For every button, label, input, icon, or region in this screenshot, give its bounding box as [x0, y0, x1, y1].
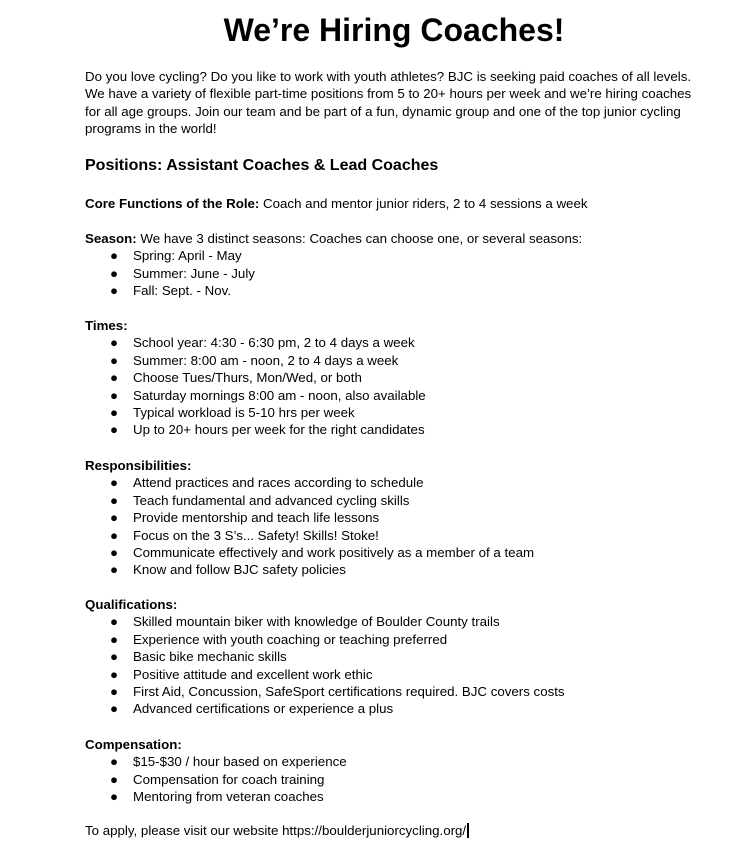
list-item-text: $15-$30 / hour based on experience: [133, 754, 347, 770]
list-item: [85, 683, 705, 700]
list-item-text: Skilled mountain biker with knowledge of Boulder County trails: [133, 614, 500, 630]
list-item: [85, 474, 705, 491]
responsibilities-list: [85, 474, 705, 578]
bullet-icon: ●: [110, 631, 119, 647]
list-item: [85, 788, 705, 805]
list-item: [85, 753, 705, 770]
list-item: [85, 421, 705, 438]
bullet-icon: ●: [110, 684, 119, 700]
core-functions-section: [85, 195, 705, 212]
core-functions-text: Coach and mentor junior riders, 2 to 4 sessions a week: [259, 196, 588, 211]
list-item: [85, 387, 705, 404]
list-item-text: Typical workload is 5-10 hrs per week: [133, 405, 355, 421]
season-line: [85, 230, 705, 247]
list-item: [85, 631, 705, 648]
bullet-icon: ●: [110, 283, 119, 299]
bullet-icon: ●: [110, 614, 119, 630]
list-item: [85, 492, 705, 509]
bullet-icon: ●: [110, 335, 119, 351]
text-cursor: [467, 823, 469, 838]
list-item: [85, 666, 705, 683]
times-section: [85, 317, 705, 439]
list-item: [85, 247, 705, 264]
list-item: [85, 265, 705, 282]
season-text: We have 3 distinct seasons: Coaches can choose one, or several seasons:: [136, 231, 583, 246]
times-list: [85, 334, 705, 438]
bullet-icon: ●: [110, 405, 119, 421]
list-item-text: Communicate effectively and work positively as a member of a team: [133, 545, 535, 561]
list-item: [85, 369, 705, 386]
list-item: [85, 282, 705, 299]
list-item: [85, 561, 705, 578]
list-item-text: Focus on the 3 S’s... Safety! Skills! Stoke!: [133, 527, 379, 543]
list-item: [85, 700, 705, 717]
list-item-text: Attend practices and races according to schedule: [133, 475, 424, 491]
bullet-icon: ●: [110, 475, 119, 491]
compensation-section: [85, 736, 705, 806]
list-item-text: Teach fundamental and advanced cycling skills: [133, 492, 410, 508]
list-item-text: Saturday mornings 8:00 am - noon, also available: [133, 387, 426, 403]
season-label: Season:: [85, 231, 137, 246]
responsibilities-label: Responsibilities:: [85, 458, 192, 473]
list-item-text: Fall: Sept. - Nov.: [133, 283, 232, 299]
list-item: [85, 509, 705, 526]
list-item-text: Positive attitude and excellent work ethic: [133, 666, 373, 682]
list-item-text: Experience with youth coaching or teaching preferred: [133, 631, 448, 647]
core-functions-label: Core Functions of the Role:: [85, 196, 260, 211]
qualifications-section: [85, 596, 705, 718]
list-item-text: Advanced certifications or experience a plus: [133, 701, 394, 717]
bullet-icon: ●: [110, 370, 119, 386]
list-item-text: Basic bike mechanic skills: [133, 649, 287, 665]
bullet-icon: ●: [110, 562, 119, 578]
bullet-icon: ●: [110, 666, 119, 682]
list-item-text: Provide mentorship and teach life lessons: [133, 510, 380, 526]
core-functions-line: [85, 195, 705, 212]
bullet-icon: ●: [110, 545, 119, 561]
list-item: [85, 334, 705, 351]
list-item: [85, 352, 705, 369]
list-item-text: Up to 20+ hours per week for the right candidates: [133, 422, 425, 438]
intro-paragraph: Do you love cycling? Do you like to work with youth athletes? BJC is seeking paid coaches of all levels. We have a variety of flexible part-time positions from 5 to 20+ hours per week and we’re hiring coaches for all age groups. Join our team and be part of a fun, dynamic group and one of the top junior cycling programs in the world!: [85, 69, 692, 137]
list-item: [85, 527, 705, 544]
times-label: Times:: [85, 318, 128, 333]
bullet-icon: ●: [110, 789, 119, 805]
bullet-icon: ●: [110, 352, 119, 368]
qualifications-label: Qualifications:: [85, 597, 178, 612]
list-item-text: Summer: 8:00 am - noon, 2 to 4 days a week: [133, 352, 399, 368]
list-item-text: School year: 4:30 - 6:30 pm, 2 to 4 days a week: [133, 335, 415, 351]
list-item-text: Mentoring from veteran coaches: [133, 789, 324, 805]
season-list: [85, 247, 705, 299]
season-section: [85, 230, 705, 300]
list-item-text: Choose Tues/Thurs, Mon/Wed, or both: [133, 370, 362, 386]
list-item: [85, 544, 705, 561]
positions-heading: Positions: Assistant Coaches & Lead Coaches: [85, 157, 439, 174]
compensation-list: [85, 753, 705, 805]
list-item-text: Know and follow BJC safety policies: [133, 562, 346, 578]
bullet-icon: ●: [110, 387, 119, 403]
bullet-icon: ●: [110, 649, 119, 665]
list-item-text: Spring: April - May: [133, 248, 242, 264]
list-item-text: First Aid, Concussion, SafeSport certifications required. BJC covers costs: [133, 684, 565, 700]
bullet-icon: ●: [110, 422, 119, 438]
page-title: We’re Hiring Coaches!: [223, 12, 565, 48]
bullet-icon: ●: [110, 754, 119, 770]
compensation-label: Compensation:: [85, 737, 182, 752]
apply-line: [85, 822, 469, 839]
list-item: [85, 771, 705, 788]
bullet-icon: ●: [110, 701, 119, 717]
list-item: [85, 404, 705, 421]
list-item: [85, 613, 705, 630]
apply-text: To apply, please visit our website https://boulderjuniorcycling.org/: [85, 823, 467, 838]
list-item-text: Summer: June - July: [133, 265, 255, 281]
bullet-icon: ●: [110, 771, 119, 787]
qualifications-list: [85, 613, 705, 717]
bullet-icon: ●: [110, 527, 119, 543]
bullet-icon: ●: [110, 265, 119, 281]
list-item-text: Compensation for coach training: [133, 771, 325, 787]
list-item: [85, 648, 705, 665]
bullet-icon: ●: [110, 492, 119, 508]
bullet-icon: ●: [110, 510, 119, 526]
responsibilities-section: [85, 457, 705, 579]
bullet-icon: ●: [110, 248, 119, 264]
